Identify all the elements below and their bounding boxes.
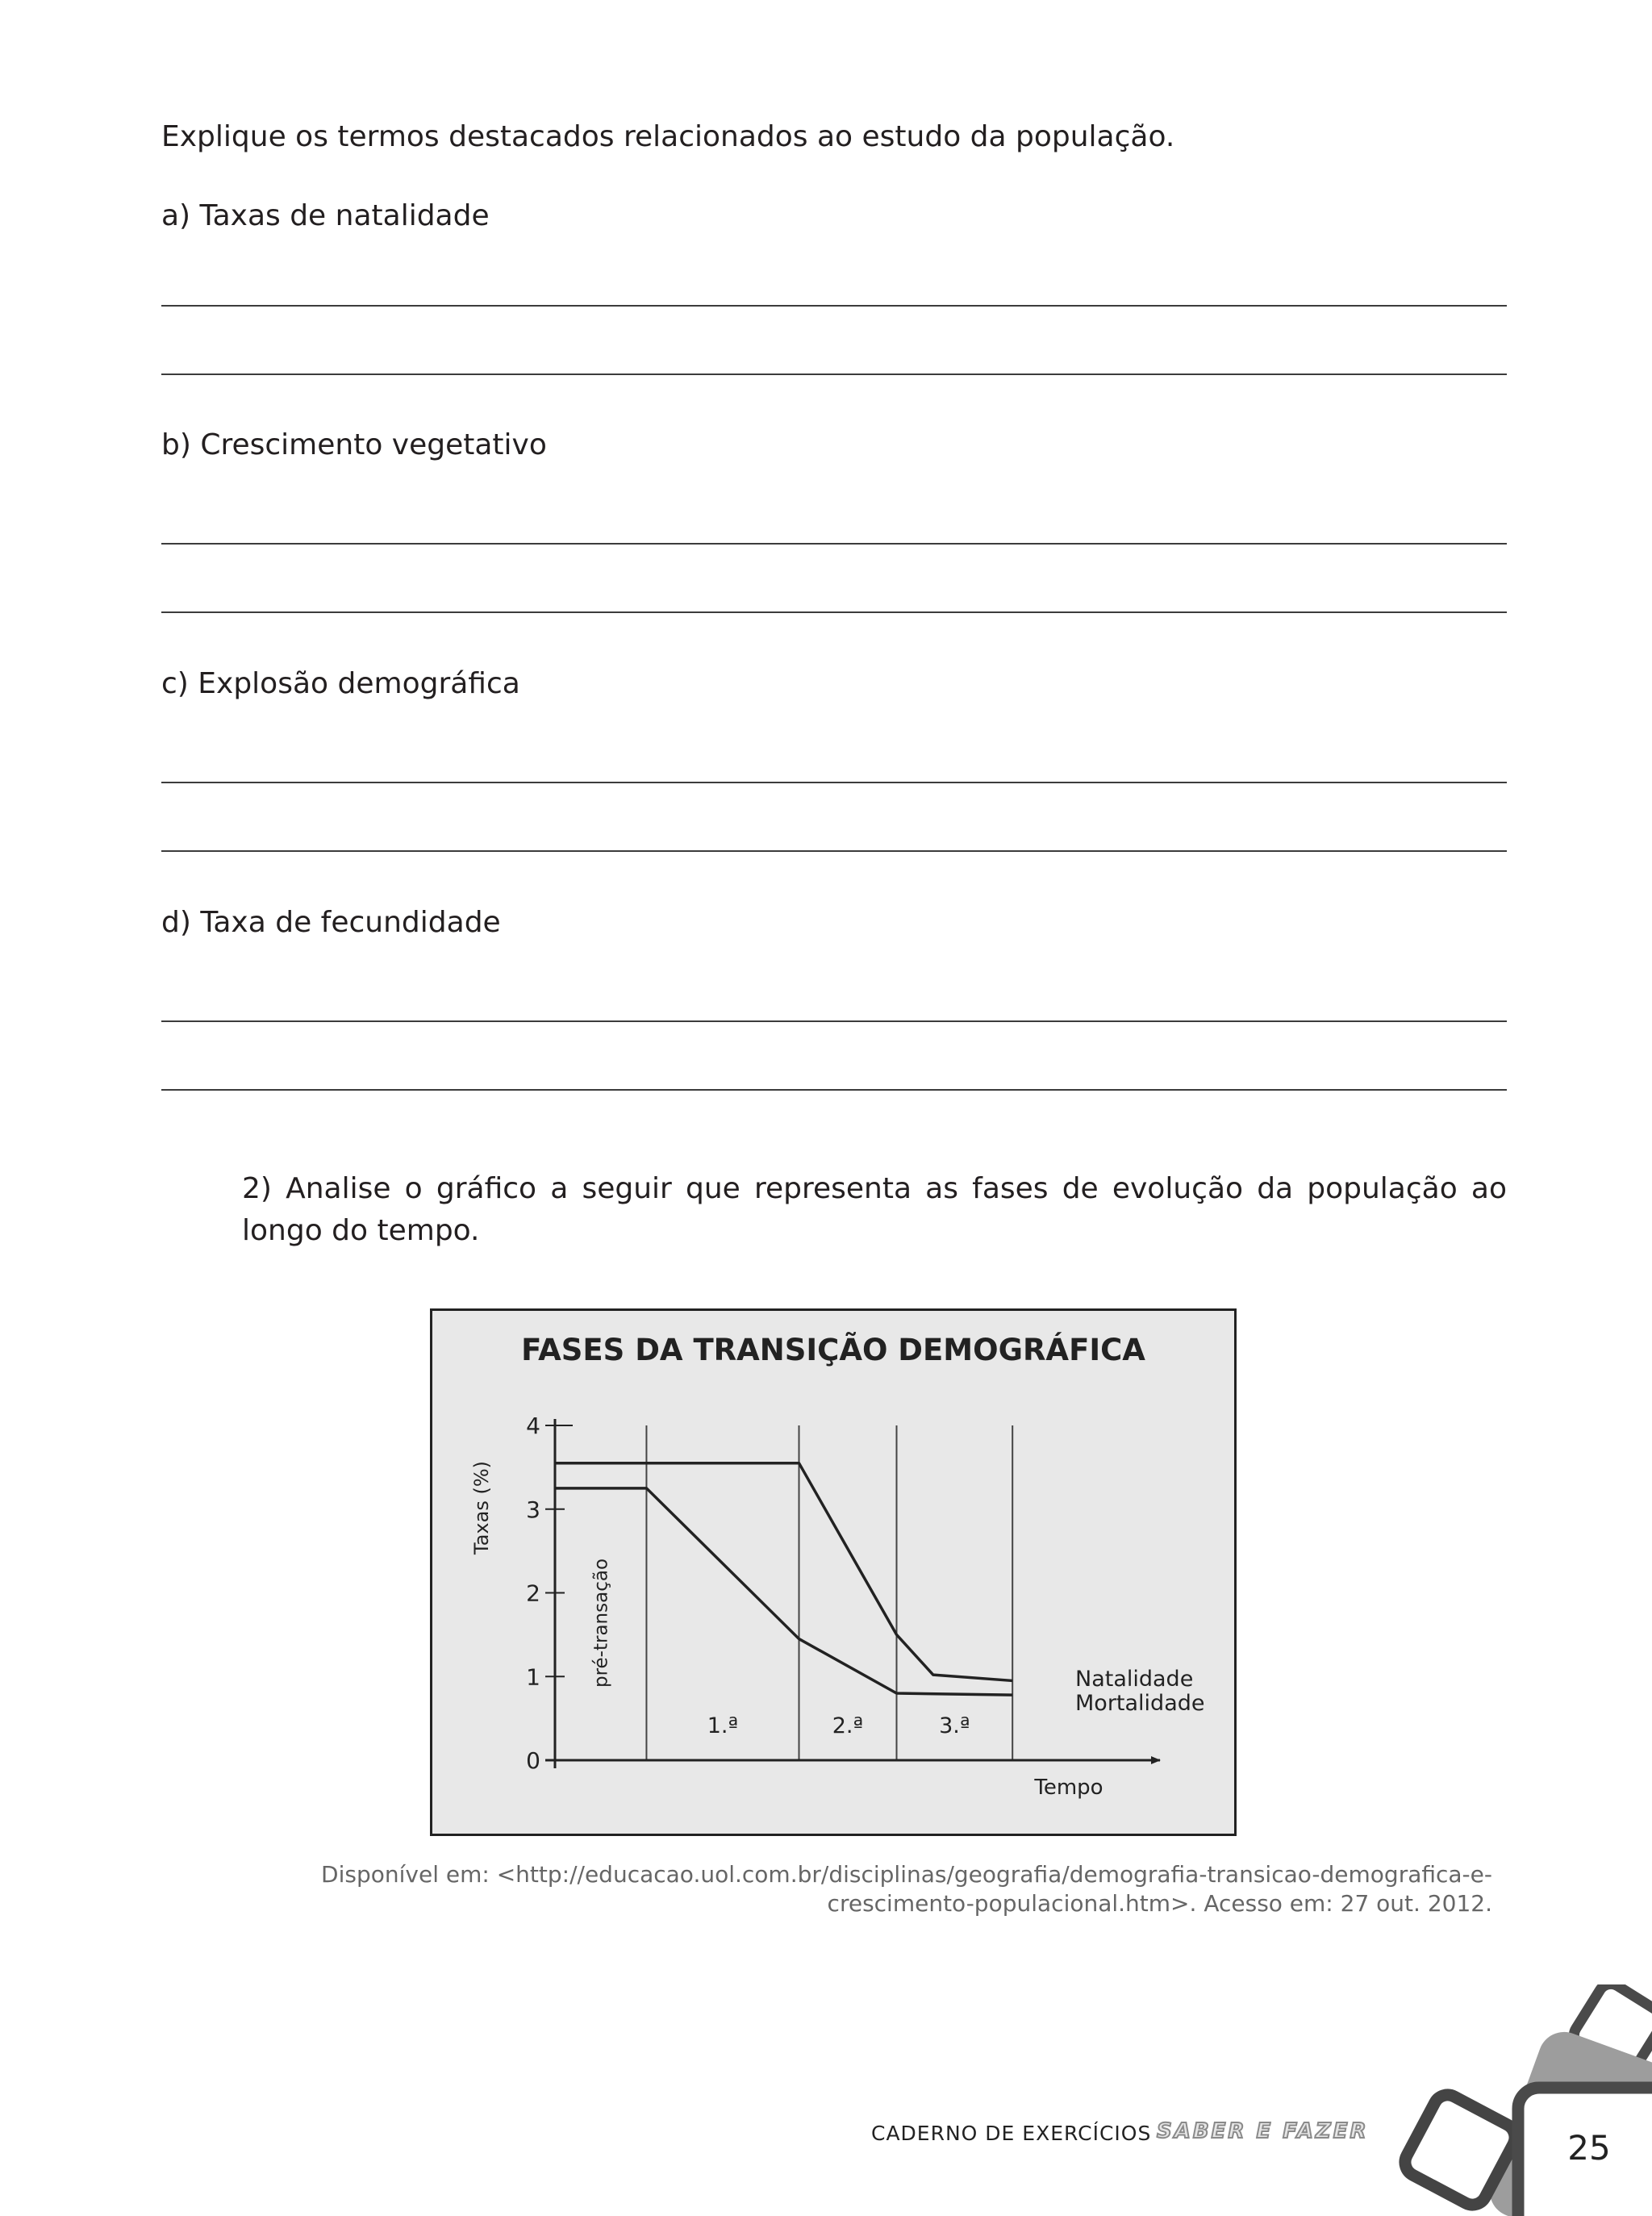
y-tick-label: 3 <box>526 1496 540 1523</box>
question-c-label: c) Explosão demográfica <box>161 667 520 700</box>
x-axis-label: Tempo <box>1034 1776 1103 1800</box>
question-d-label: d) Taxa de fecundidade <box>161 906 501 939</box>
phase-label: 3.ª <box>939 1713 970 1738</box>
series-label-mortalidade: Mortalidade <box>1075 1691 1205 1716</box>
page-number: 25 <box>1567 2128 1611 2168</box>
question-a-label: a) Taxas de natalidade <box>161 199 490 232</box>
chart-title: FASES DA TRANSIÇÃO DEMOGRÁFICA <box>521 1333 1145 1367</box>
source-line-2: crescimento-populacional.htm>. Acesso em: 27 out. 2012. <box>827 1890 1492 1917</box>
answer-line-a2[interactable] <box>161 374 1507 375</box>
answer-line-a1[interactable] <box>161 305 1507 307</box>
decorative-squares-icon <box>1395 1984 1652 2216</box>
question-2-text: 2) Analise o gráfico a seguir que representa as fases de evolução da população ao longo do tempo. <box>242 1172 1507 1247</box>
series-line-mortalidade <box>555 1488 1012 1695</box>
y-tick-label: 4 <box>526 1413 540 1439</box>
answer-line-b2[interactable] <box>161 611 1507 613</box>
y-tick-label: 0 <box>526 1747 540 1774</box>
y-tick-label: 2 <box>526 1580 540 1607</box>
source-citation <box>242 1860 1492 1918</box>
footer-label: CADERNO DE EXERCÍCIOS <box>871 2122 1152 2145</box>
phase-label: 1.ª <box>707 1713 739 1738</box>
demographic-transition-chart <box>430 1308 1237 1836</box>
phase-label: 2.ª <box>832 1713 864 1738</box>
y-tick-label: 1 <box>526 1663 540 1691</box>
phase-label: pré-transação <box>590 1558 612 1688</box>
answer-line-d1[interactable] <box>161 1020 1507 1022</box>
source-line-1: Disponível em: <http://educacao.uol.com.br/disciplinas/geografia/demografia-transicao-demografica-e- <box>321 1861 1492 1888</box>
answer-line-c2[interactable] <box>161 850 1507 852</box>
answer-line-c1[interactable] <box>161 782 1507 783</box>
y-axis-label: Taxas (%) <box>470 1461 493 1555</box>
answer-line-d2[interactable] <box>161 1089 1507 1091</box>
answer-line-b1[interactable] <box>161 543 1507 545</box>
intro-instruction: Explique os termos destacados relacionados ao estudo da população. <box>161 120 1175 153</box>
footer-brand-logo: SABER E FAZER <box>1157 2119 1369 2143</box>
series-label-natalidade: Natalidade <box>1075 1667 1194 1692</box>
question-b-label: b) Crescimento vegetativo <box>161 428 547 461</box>
series-line-natalidade <box>555 1463 1012 1681</box>
